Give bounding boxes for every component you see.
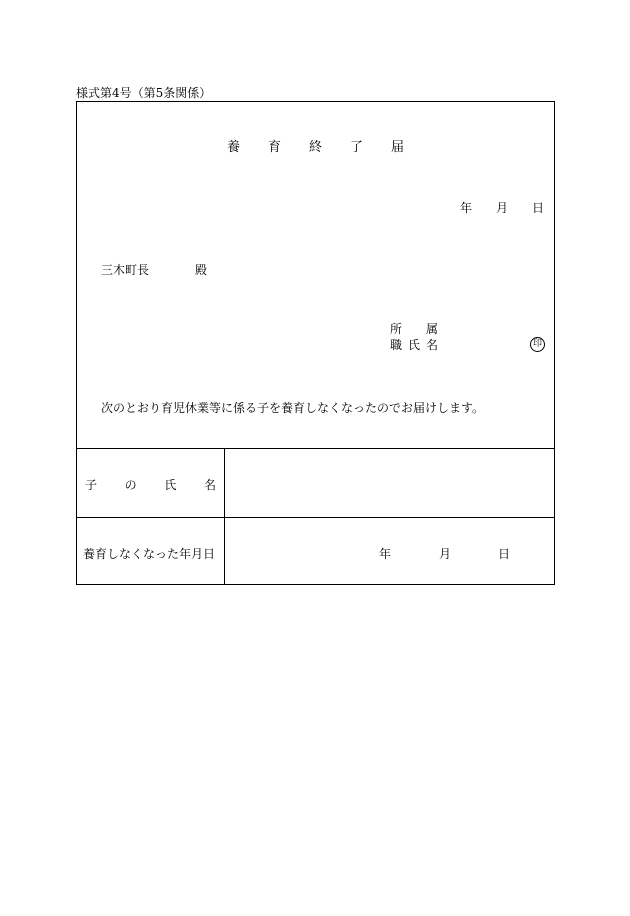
position-name-label: 職 氏 名 [390, 338, 439, 352]
table-divider [77, 517, 554, 518]
addressee-name: 三木町長 [101, 263, 150, 277]
end-date-year: 年 [379, 547, 392, 561]
table-column-divider [224, 449, 225, 585]
title-char: 届 [391, 140, 405, 155]
day-label: 日 [532, 201, 545, 215]
title-char: 了 [350, 140, 364, 155]
end-date-day: 日 [498, 547, 511, 561]
title-char: 養 [226, 140, 240, 155]
addressee [101, 261, 207, 278]
addressee-honorific: 殿 [195, 263, 208, 277]
title-char: 育 [267, 140, 281, 155]
form-title [77, 136, 554, 155]
child-name-label: 子 の 氏 名 [85, 478, 216, 492]
seal-mark: 印 [530, 337, 545, 352]
form-number: 様式第4号（第5条関係） [76, 86, 212, 100]
form-frame [76, 101, 555, 585]
statement-text: 次のとおり育児休業等に係る子を養育しなくなったのでお届けします。 [101, 401, 485, 415]
title-char: 終 [308, 140, 322, 155]
year-label: 年 [460, 201, 473, 215]
sender-block [390, 321, 438, 353]
end-date-label: 養育しなくなった年月日 [83, 547, 216, 561]
end-date-month: 月 [439, 547, 452, 561]
month-label: 月 [496, 201, 509, 215]
affiliation-label: 所 属 [390, 322, 439, 336]
submission-date [460, 199, 544, 216]
table-divider [77, 448, 554, 449]
